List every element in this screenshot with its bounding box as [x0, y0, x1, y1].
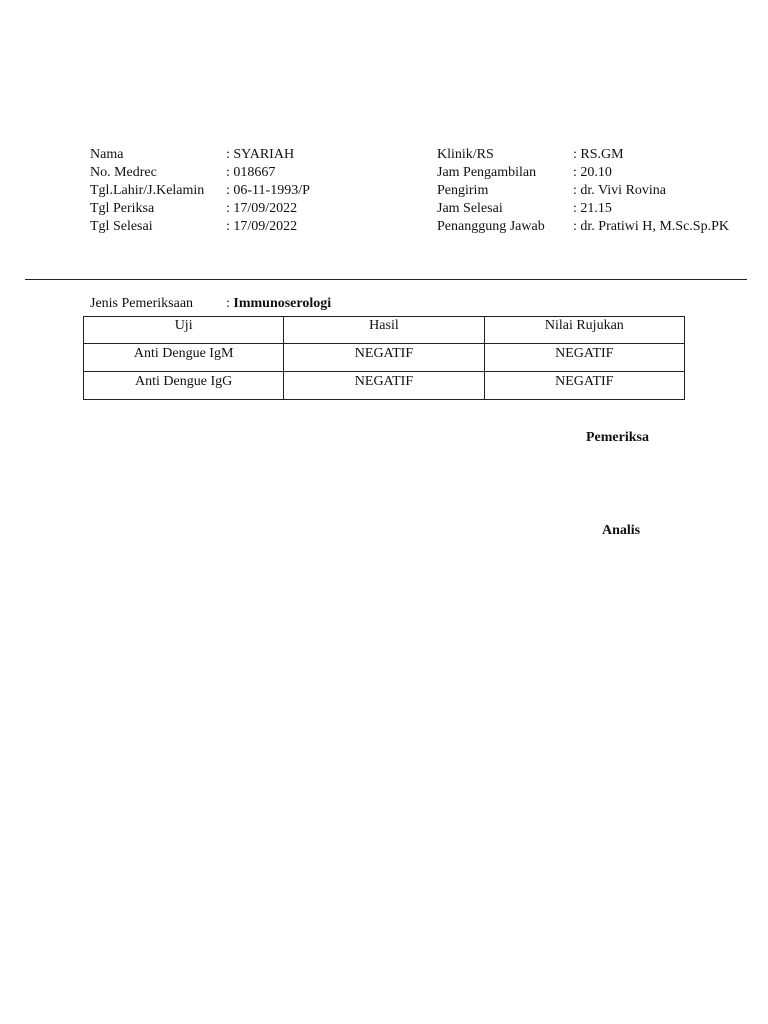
exam-type-row: [90, 295, 331, 313]
patient-info-right: [437, 146, 729, 236]
info-label: Tgl.Lahir/J.Kelamin: [90, 183, 205, 198]
header-reference: Nilai Rujukan: [484, 317, 684, 344]
info-label: Tgl Periksa: [90, 201, 155, 216]
cell-test: Anti Dengue IgG: [84, 372, 284, 400]
results-table: [83, 316, 685, 400]
exam-type-value: Immunoserologi: [233, 296, 332, 311]
table-row: [84, 344, 685, 372]
info-row-finish-date: [90, 218, 310, 236]
info-row-name: [90, 146, 310, 164]
info-value: : RS.GM: [573, 147, 624, 162]
info-value: : 21.15: [573, 201, 612, 216]
info-value: : 018667: [226, 165, 276, 180]
info-value: : 06-11-1993/P: [226, 183, 310, 198]
info-row-clinic: [437, 146, 729, 164]
info-label: Tgl Selesai: [90, 219, 153, 234]
info-row-birthdate-gender: [90, 182, 310, 200]
info-label: Nama: [90, 147, 124, 162]
examiner-signature-label: Pemeriksa: [586, 430, 649, 445]
section-divider: [25, 279, 747, 280]
analyst-signature-label: Analis: [602, 523, 641, 538]
cell-reference: NEGATIF: [484, 372, 684, 400]
cell-result: NEGATIF: [284, 344, 484, 372]
table-header-row: [84, 317, 685, 344]
info-value: : SYARIAH: [226, 147, 295, 162]
info-row-responsible: [437, 218, 729, 236]
info-label: Jam Pengambilan: [437, 165, 537, 180]
info-row-collection-time: [437, 164, 729, 182]
cell-test: Anti Dengue IgM: [84, 344, 284, 372]
table-row: [84, 372, 685, 400]
exam-type-separator: :: [226, 296, 230, 311]
info-label: Klinik/RS: [437, 147, 494, 162]
info-label: No. Medrec: [90, 165, 157, 180]
info-label: Jam Selesai: [437, 201, 503, 216]
info-value: : 20.10: [573, 165, 612, 180]
cell-result: NEGATIF: [284, 372, 484, 400]
info-value: : 17/09/2022: [226, 201, 298, 216]
info-value: : dr. Pratiwi H, M.Sc.Sp.PK: [573, 219, 729, 234]
info-row-sender: [437, 182, 729, 200]
header-result: Hasil: [284, 317, 484, 344]
cell-reference: NEGATIF: [484, 344, 684, 372]
info-label: Penanggung Jawab: [437, 219, 545, 234]
info-value: : 17/09/2022: [226, 219, 298, 234]
patient-info-left: [90, 146, 310, 236]
info-row-finish-time: [437, 200, 729, 218]
info-row-medrec: [90, 164, 310, 182]
header-test: Uji: [84, 317, 284, 344]
info-value: : dr. Vivi Rovina: [573, 183, 667, 198]
exam-type-label: Jenis Pemeriksaan: [90, 296, 194, 311]
info-row-exam-date: [90, 200, 310, 218]
info-label: Pengirim: [437, 183, 489, 198]
